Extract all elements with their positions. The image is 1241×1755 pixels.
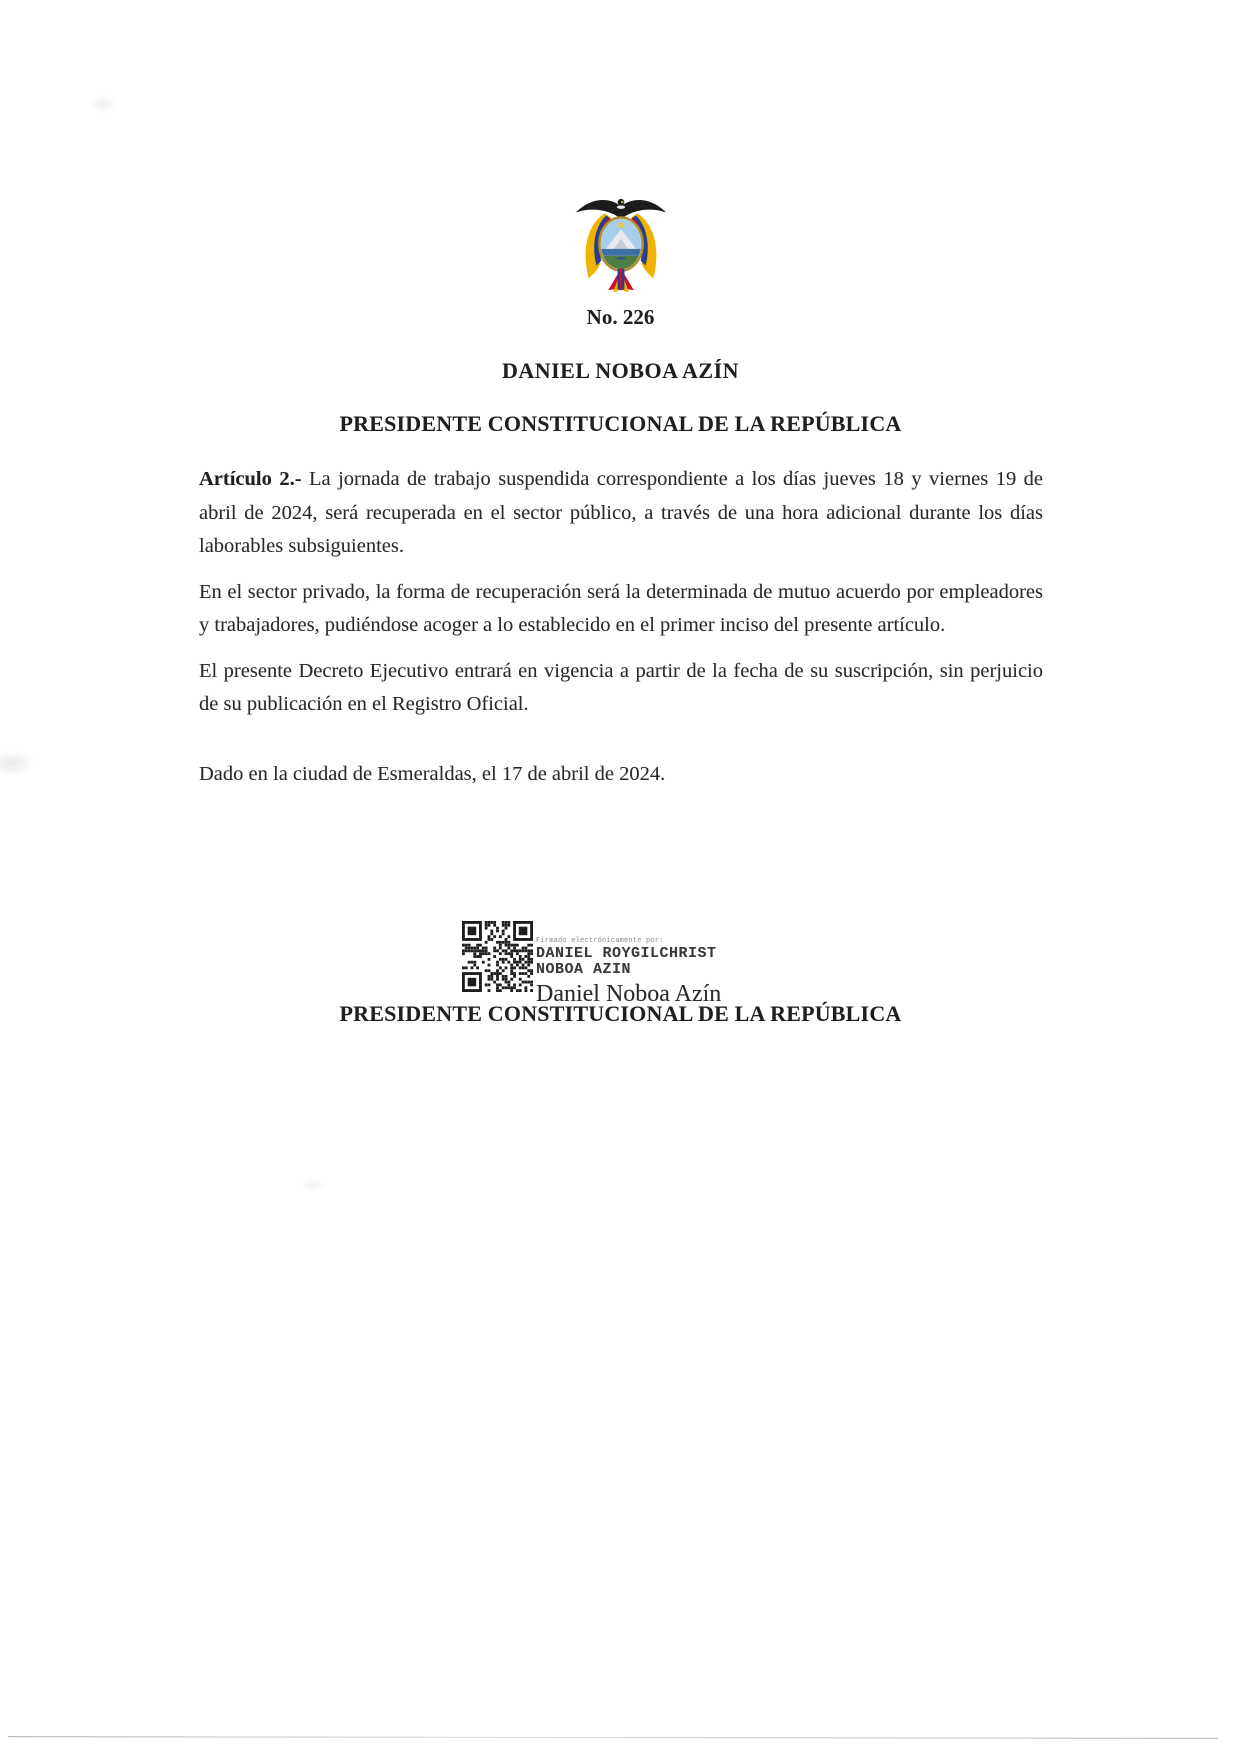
decree-body <box>199 463 1043 803</box>
article-lead: Artículo 2.- <box>199 468 302 490</box>
scan-smudge <box>300 1178 326 1192</box>
esign-name-line2: NOBOA AZIN <box>536 961 632 978</box>
dateline: Dado en la ciudad de Esmeraldas, el 17 de abril de 2024. <box>199 762 666 785</box>
esignature-text <box>536 937 721 1007</box>
paragraph-articulo-2 <box>199 463 1043 564</box>
scan-edge-artifact <box>8 1736 1218 1739</box>
scan-smudge <box>88 95 118 113</box>
esign-name-line1: DANIEL ROYGILCHRIST <box>536 945 717 962</box>
ecuador-coat-of-arms-icon <box>571 188 671 298</box>
paragraph-vigencia <box>199 655 1043 722</box>
qr-code-icon <box>462 921 533 992</box>
condor <box>575 199 665 218</box>
scan-smudge <box>0 750 34 776</box>
author-title: PRESIDENTE CONSTITUCIONAL DE LA REPÚBLICA <box>339 411 902 436</box>
paragraph-text: El presente Decreto Ejecutivo entrará en vigencia a partir de la fecha de su suscripción, sin perjuicio de su publicación en el Registro Oficial. <box>199 659 1043 715</box>
signature-block <box>462 921 722 1007</box>
signer-name: Daniel Noboa Azín <box>536 981 722 1007</box>
paragraph-text: La jornada de trabajo suspendida correspondiente a los días jueves 18 y viernes 19 de abril de 2024, será recuperada en el sector público, a través de una hora adicional durante los días laborables subsiguientes. <box>199 468 1043 557</box>
signer-title: PRESIDENTE CONSTITUCIONAL DE LA REPÚBLICA <box>339 1001 902 1026</box>
esign-note: Firmado electrónicamente por: <box>536 937 664 945</box>
paragraph-text: En el sector privado, la forma de recuperación será la determinada de mutuo acuerdo por empleadores y trabajadores, pudiéndose acoger a lo establecido en el primer inciso del presente artículo. <box>199 580 1043 636</box>
fasces <box>608 269 634 293</box>
decree-number: No. 226 <box>586 305 655 329</box>
author-name: DANIEL NOBOA AZÍN <box>501 358 740 383</box>
paragraph-sector-privado <box>199 576 1043 643</box>
